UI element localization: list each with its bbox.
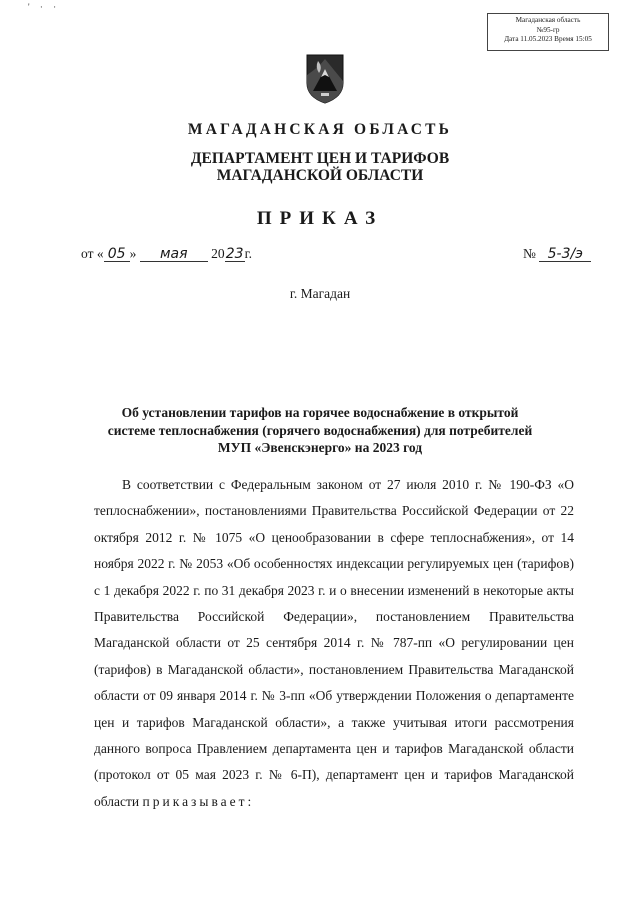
registration-stamp [487, 13, 609, 51]
order-date [81, 246, 252, 262]
subject-line2: системе теплоснабжения (горячего водоснабжения) для потребителей [107, 422, 533, 438]
date-year-tail: г. [244, 246, 252, 261]
order-subject [0, 404, 640, 457]
preamble-text: В соответствии с Федеральным законом от 27 июля 2010 г. № 190-ФЗ «О теплоснабжении», постановлениями Правительства Российской Федерации от 22 октября 2012 г. № 1075 «О ценообразовании в сфере теплоснабжения», от 14 ноября 2022 г. № 2053 «Об особенностях индексации регулируемых цен (тарифов) с 1 декабря 2022 г. по 31 декабря 2023 г. и о внесении изменений в некоторые акты Правительства Российской Федерации», постановлением Правительства Магаданской области от 25 сентября 2014 г. № 787-пп «О регулировании цен (тарифов) в Магаданской области», постановлением Правительства Магаданской области от 09 января 2014 г. № 3-пп «Об утверждении Положения о департаменте цен и тарифов Магаданской области», а также учитывая итоги рассмотрения данного вопроса Правлением департамента цен и тарифов Магаданской области (протокол от 05 мая 2023 г. № 6-П), департамент цен и тарифов Магаданской области [94, 477, 574, 809]
stamp-region: Магаданская область [515, 16, 581, 24]
date-month: мая [140, 247, 208, 262]
number-sign: № [523, 246, 536, 261]
stamp-datetime: Дата 11.05.2023 Время 15:05 [504, 35, 592, 44]
preamble-paragraph [94, 472, 574, 815]
date-day: 05 [104, 247, 130, 262]
number-value: 5-3/э [539, 247, 591, 262]
document-type: ПРИКАЗ [256, 208, 384, 229]
department-title [0, 150, 640, 184]
scan-marks: ' · · [28, 2, 61, 12]
date-year-prefix: 20 [211, 246, 225, 261]
preamble-ending: приказывает: [142, 793, 255, 809]
coat-of-arms-emblem-icon [305, 53, 345, 105]
stamp-number: №95-гр [536, 25, 560, 34]
department-title-line2: МАГАДАНСКОЙ ОБЛАСТИ [216, 167, 424, 184]
subject-line1: Об установлении тарифов на горячее водоснабжение в открытой [121, 405, 519, 420]
order-number [523, 246, 591, 262]
date-prefix: от « [81, 246, 104, 261]
subject-line3: МУП «Эвенскэнерго» на 2023 год [217, 440, 423, 455]
city: г. Магадан [289, 286, 351, 301]
date-quote-close: » [129, 246, 137, 261]
region-title: МАГАДАНСКАЯ ОБЛАСТЬ [187, 121, 453, 138]
department-title-line1: ДЕПАРТАМЕНТ ЦЕН И ТАРИФОВ [190, 150, 450, 167]
date-year-suffix: 23 [225, 246, 244, 262]
